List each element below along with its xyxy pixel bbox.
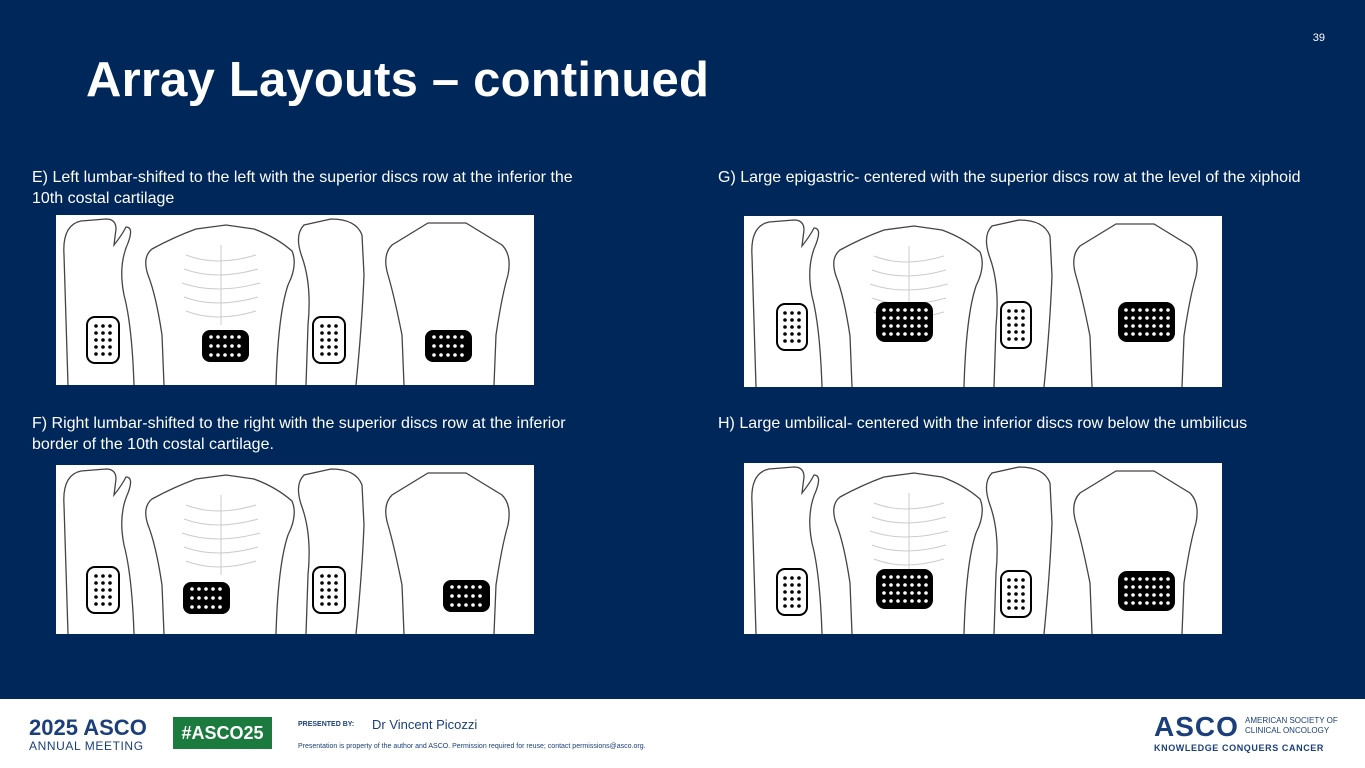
disclaimer-text: Presentation is property of the author and ASCO. Permission required for reuse; contact permissions@asco.org.: [298, 743, 646, 750]
torso-front-ribcage-figure: [834, 473, 983, 634]
transducer-array-pad: [1001, 571, 1031, 617]
transducer-array-pad: [1118, 571, 1175, 611]
panel-e-image: [56, 215, 534, 385]
asco-logo: ASCO: [1154, 711, 1239, 742]
hashtag-badge: #ASCO25: [173, 717, 272, 749]
meeting-brand: ASCO: [83, 715, 147, 740]
panel-g-label: G) Large epigastric- centered with the superior discs row at the level of the xiphoid: [718, 169, 1301, 186]
slide-title: Array Layouts – continued: [86, 53, 710, 107]
transducer-array-pad: [876, 569, 933, 609]
presenter-name: Dr Vincent Picozzi: [372, 717, 478, 732]
meeting-year: 2025: [29, 715, 78, 740]
meeting-logo: [29, 715, 147, 741]
panel-g-figure: [744, 216, 1222, 387]
transducer-array-pad: [313, 567, 345, 613]
transducer-array-pad: [313, 317, 345, 363]
society-name: AMERICAN SOCIETY OF CLINICAL ONCOLOGY: [1245, 716, 1338, 735]
transducer-array-pad: [876, 302, 933, 342]
panel-e-figure: [56, 215, 534, 385]
transducer-array-pad: [425, 330, 472, 362]
transducer-array-pad: [202, 330, 249, 362]
panel-f-image: [56, 465, 534, 634]
presented-by-label: PRESENTED BY:: [298, 721, 355, 728]
transducer-array-pad: [1001, 302, 1031, 348]
panel-g-image: [744, 216, 1222, 387]
transducer-array-pad: [183, 582, 230, 614]
transducer-array-pad: [87, 567, 119, 613]
panel-h-label: H) Large umbilical- centered with the inferior discs row below the umbilicus: [718, 415, 1248, 432]
transducer-array-pad: [777, 569, 807, 615]
transducer-array-pad: [1118, 302, 1175, 342]
transducer-array-pad: [777, 304, 807, 350]
panel-e-label: E) Left lumbar-shifted to the left with the superior discs row at the inferior the 10th costal cartilage: [32, 169, 573, 207]
panel-h-image: [744, 463, 1222, 634]
asco-tagline: KNOWLEDGE CONQUERS CANCER: [1154, 743, 1325, 753]
slide-number: 39: [1312, 32, 1325, 44]
panel-f-figure: [56, 465, 534, 634]
meeting-name: ANNUAL MEETING: [29, 739, 144, 753]
transducer-array-pad: [443, 580, 490, 612]
transducer-array-pad: [87, 317, 119, 363]
footer-bar: [0, 699, 1365, 768]
panel-h-figure: [744, 463, 1222, 634]
panel-f-label: F) Right lumbar-shifted to the right with the superior discs row at the inferior border of the 10th costal cartilage.: [32, 415, 566, 453]
